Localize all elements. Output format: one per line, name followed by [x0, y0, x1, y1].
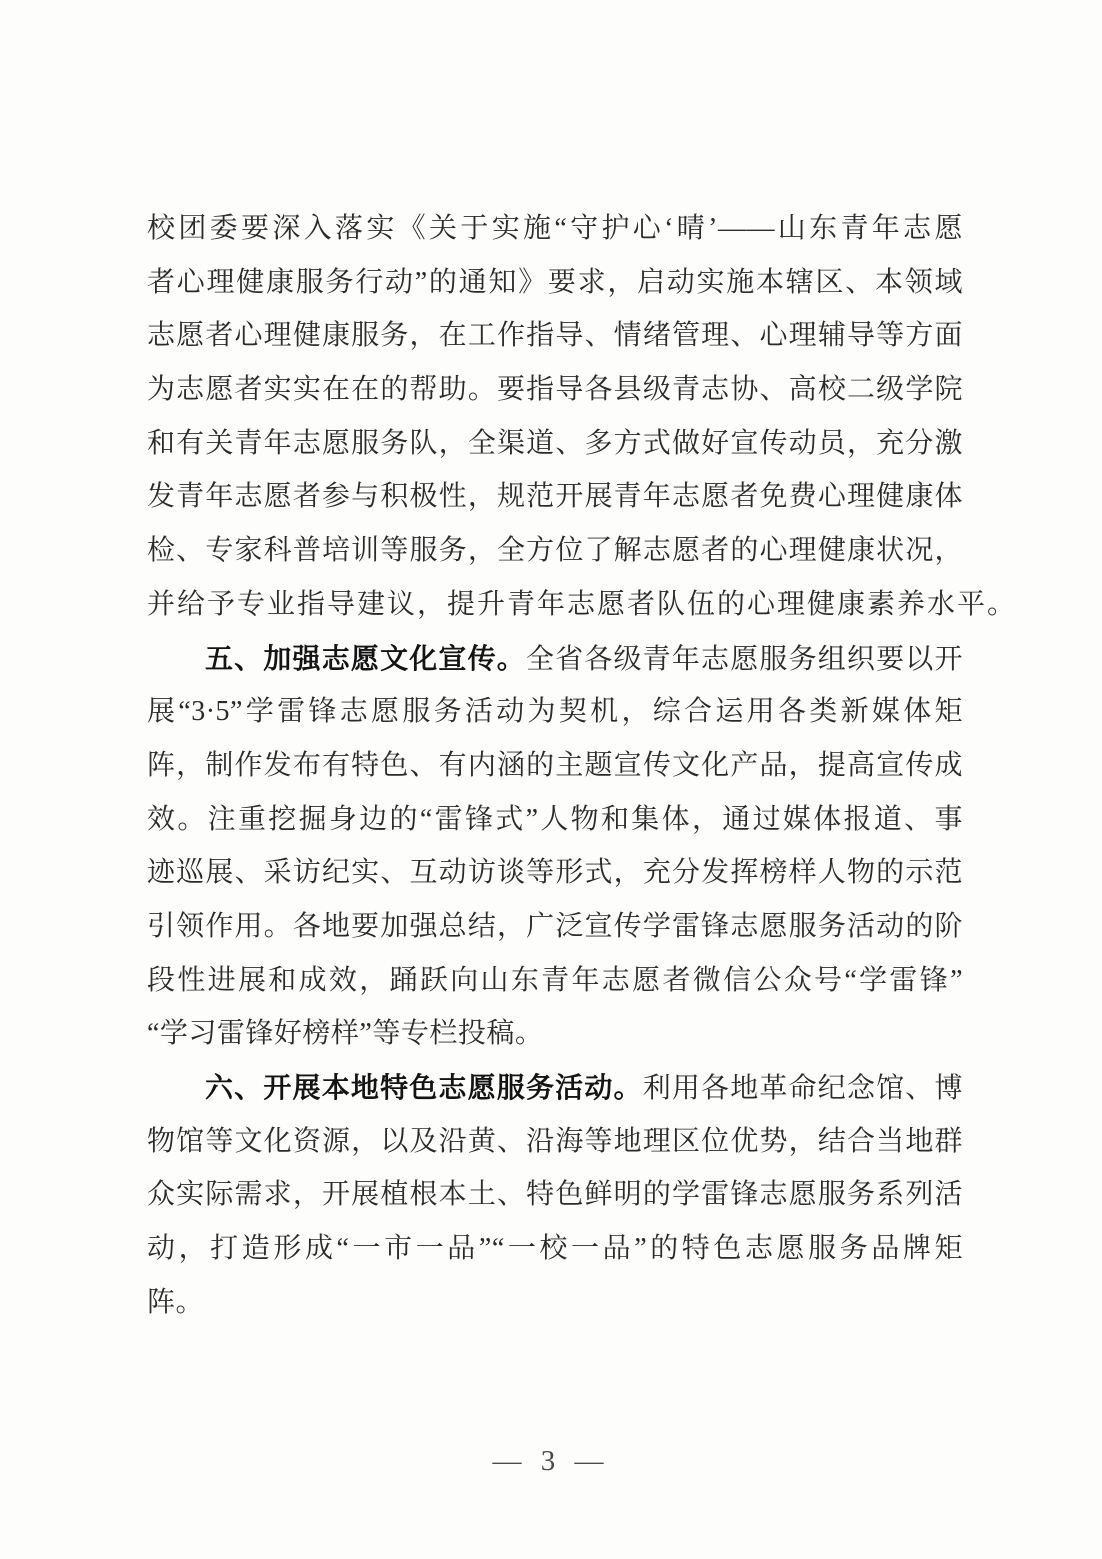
text-line: 和有关青年志愿服务队，全渠道、多方式做好宣传动员，充分激	[147, 427, 963, 459]
section-first-line	[147, 632, 963, 686]
text-block	[147, 202, 1018, 1329]
page-number: — 3 —	[492, 1445, 610, 1477]
text-line: 校团委要深入落实《关于实施“守护心‘晴’——山东青年志愿	[147, 213, 963, 244]
section-first-line	[147, 1061, 963, 1115]
section-first-rest: 利用各地革命纪念馆、博	[642, 1073, 963, 1104]
text-line: 展“3·5”学雷锋志愿服务活动为契机，综合运用各类新媒体矩	[147, 696, 963, 728]
text-line: 效。注重挖掘身边的“雷锋式”人物和集体，通过媒体报道、事	[147, 803, 963, 835]
paragraph-section-5	[147, 632, 963, 1062]
text-line: 动，打造形成“一市一品”“一校一品”的特色志愿服务品牌矩	[147, 1233, 963, 1265]
text-line: 引领作用。各地要加强总结，广泛宣传学雷锋志愿服务活动的阶	[147, 910, 963, 942]
text-line: 物馆等文化资源，以及沿黄、沿海等地理区位优势，结合当地群	[147, 1125, 963, 1157]
section-heading-6: 六、开展本地特色志愿服务活动。	[205, 1072, 643, 1103]
text-line: 迹巡展、采访纪实、互动访谈等形式，充分发挥榜样人物的示范	[147, 857, 963, 889]
section-heading-5: 五、加强志愿文化宣传。	[205, 642, 526, 674]
text-line: “学习雷锋好榜样”等专栏投稿。	[147, 1018, 544, 1050]
text-line: 段性进展和成效，踊跃向山东青年志愿者微信公众号“学雷锋”	[147, 964, 963, 996]
paragraph-section-6	[147, 1061, 963, 1329]
text-line: 为志愿者实实在在的帮助。要指导各县级青志协、高校二级学院	[147, 374, 963, 406]
paragraph-continuation	[147, 202, 1018, 632]
text-line: 发青年志愿者参与积极性，规范开展青年志愿者免费心理健康体	[147, 481, 963, 513]
text-line: 阵，制作发布有特色、有内涵的主题宣传文化产品，提高宣传成	[147, 749, 963, 781]
text-line: 志愿者心理健康服务，在工作指导、情绪管理、心理辅导等方面	[147, 320, 963, 352]
text-line: 并给予专业指导建议，提升青年志愿者队伍的心理健康素养水平。	[147, 588, 1018, 620]
section-first-rest: 全省各级青年志愿服务组织要以开	[525, 643, 963, 675]
text-line: 者心理健康服务行动”的通知》要求，启动实施本辖区、本领域	[147, 266, 963, 298]
text-line: 阵。	[147, 1286, 205, 1318]
text-line: 检、专家科普培训等服务，全方位了解志愿者的心理健康状况，	[147, 535, 963, 567]
text-line: 众实际需求，开展植根本土、特色鲜明的学雷锋志愿服务系列活	[147, 1179, 963, 1211]
